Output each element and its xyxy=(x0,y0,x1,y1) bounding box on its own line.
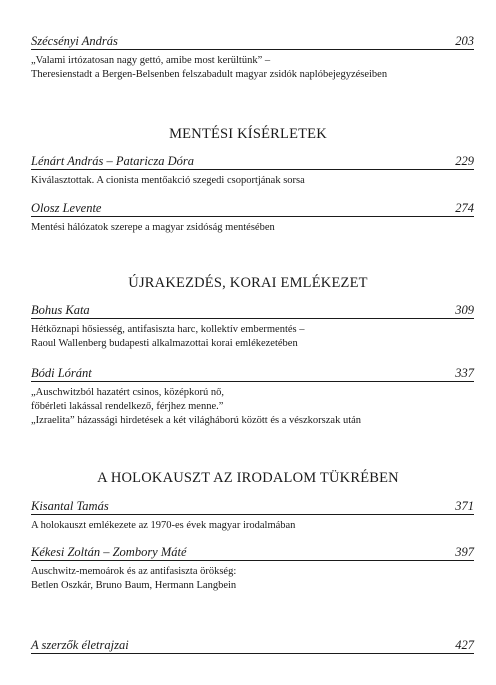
toc-author: Bódi Lóránt xyxy=(31,366,92,380)
toc-entry-heading xyxy=(31,638,474,654)
toc-description-line: Betlen Oszkár, Bruno Baum, Hermann Langbein xyxy=(31,580,237,591)
toc-description xyxy=(31,221,474,235)
section-heading: ÚJRAKEZDÉS, KORAI EMLÉKEZET xyxy=(128,275,368,291)
toc-entry-heading xyxy=(31,154,474,170)
toc-description xyxy=(31,519,474,533)
toc-description xyxy=(31,174,474,188)
toc-entry xyxy=(31,638,474,654)
toc-page-number: 309 xyxy=(455,303,474,317)
toc-description xyxy=(31,323,474,351)
toc-entry-heading xyxy=(31,34,474,50)
toc-author: Szécsényi András xyxy=(31,34,118,48)
toc-page-number: 203 xyxy=(455,34,474,48)
toc-entry xyxy=(31,545,474,593)
toc-description-line: Raoul Wallenberg budapesti alkalmazottai korai emlékezetében xyxy=(31,338,298,349)
section-heading: MENTÉSI KÍSÉRLETEK xyxy=(169,126,327,142)
toc-description xyxy=(31,386,474,428)
toc-author: Olosz Levente xyxy=(31,201,102,215)
toc-description-line: Theresienstadt a Bergen-Belsenben felszabadult magyar zsidók naplóbejegyzéseiben xyxy=(31,69,388,80)
toc-description xyxy=(31,54,474,82)
section-heading: A HOLOKAUSZT AZ IRODALOM TÜKRÉBEN xyxy=(97,470,399,486)
toc-description-line: Auschwitz-memoárok és az antifasiszta örökség: xyxy=(31,566,237,577)
toc-description-line: Kiválasztottak. A cionista mentőakció szegedi csoportjának sorsa xyxy=(31,175,305,186)
toc-author: Bohus Kata xyxy=(31,303,90,317)
toc-page-number: 397 xyxy=(455,545,474,559)
toc-description xyxy=(31,565,474,593)
toc-description-line: főbérleti lakással rendelkező, férjhez menne.” xyxy=(31,401,224,412)
toc-entry-heading xyxy=(31,201,474,217)
toc-author: A szerzők életrajzai xyxy=(31,638,129,652)
toc-description-line: „Izraelita” házassági hirdetések a két világháború között és a vészkorszak után xyxy=(31,415,362,426)
toc-description-line: „Valami irtózatosan nagy gettó, amibe most kerültünk” – xyxy=(31,55,271,66)
toc-description-line: Mentési hálózatok szerepe a magyar zsidóság mentésében xyxy=(31,222,275,233)
toc-entry xyxy=(31,34,474,82)
toc-entry xyxy=(31,499,474,533)
toc-entry-heading xyxy=(31,303,474,319)
toc-entry-heading xyxy=(31,545,474,561)
toc-page-number: 427 xyxy=(455,638,474,652)
toc-page-number: 274 xyxy=(455,201,474,215)
toc-description-line: A holokauszt emlékezete az 1970-es évek magyar irodalmában xyxy=(31,520,296,531)
toc-entry xyxy=(31,201,474,235)
toc-author: Lénárt András – Pataricza Dóra xyxy=(31,154,194,168)
toc-author: Kisantal Tamás xyxy=(31,499,109,513)
toc-page-number: 371 xyxy=(455,499,474,513)
toc-author: Kékesi Zoltán – Zombory Máté xyxy=(31,545,187,559)
toc-entry xyxy=(31,154,474,188)
toc-entry xyxy=(31,366,474,428)
toc-description-line: „Auschwitzból hazatért csinos, középkorú nő, xyxy=(31,387,225,398)
toc-page-number: 229 xyxy=(455,154,474,168)
toc-page-number: 337 xyxy=(455,366,474,380)
toc-entry xyxy=(31,303,474,351)
toc-description-line: Hétköznapi hősiesség, antifasiszta harc, kollektív embermentés – xyxy=(31,324,305,335)
toc-entry-heading xyxy=(31,499,474,515)
toc-entry-heading xyxy=(31,366,474,382)
